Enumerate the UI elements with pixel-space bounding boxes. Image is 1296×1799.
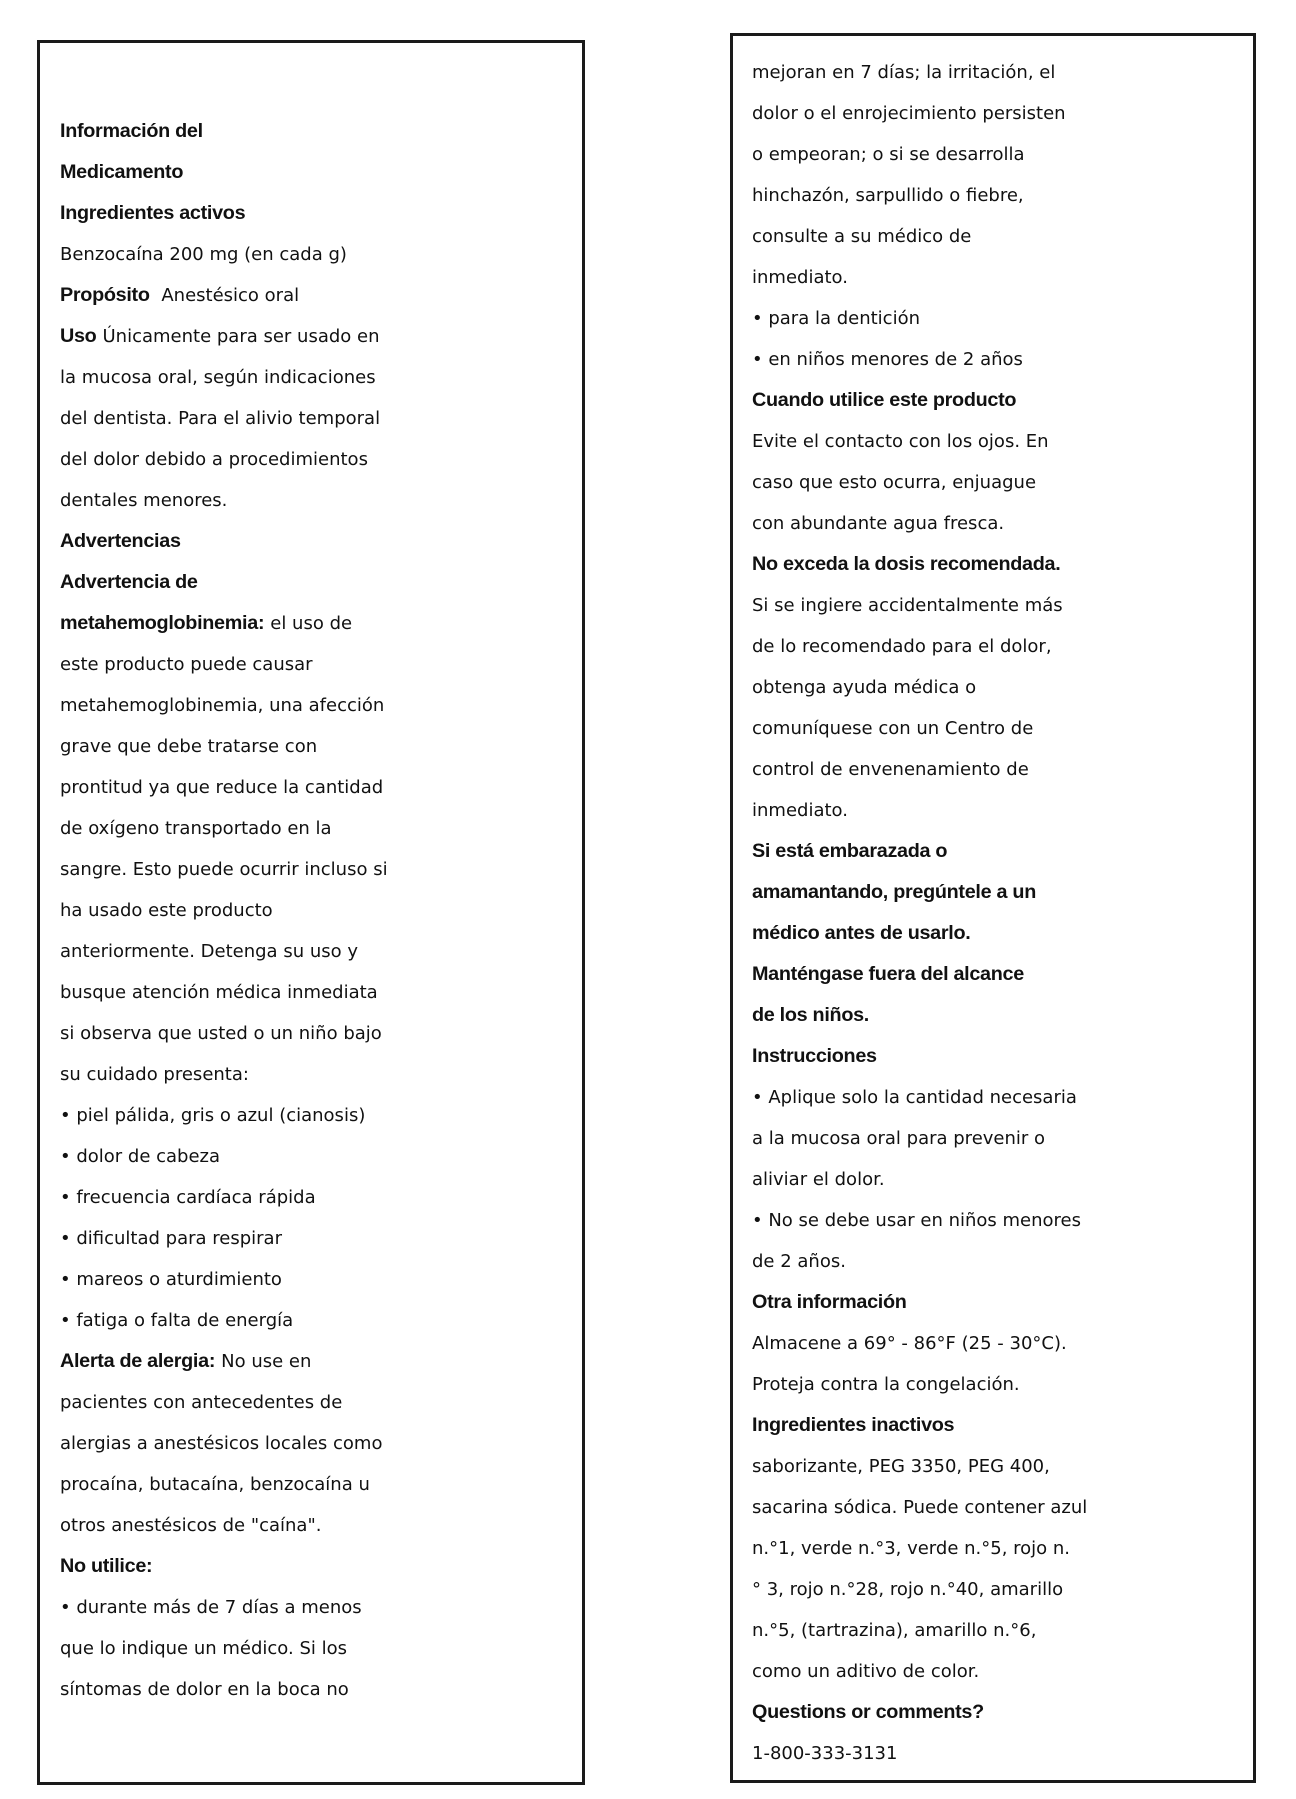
body-text: pacientes con antecedentes de <box>60 1392 343 1413</box>
body-text: el uso de <box>270 613 353 634</box>
body-text: • dolor de cabeza <box>60 1146 221 1167</box>
section-heading: de los niños. <box>752 1004 869 1026</box>
section-heading: Advertencias <box>60 530 181 552</box>
text-line <box>752 257 1253 298</box>
body-text: su cuidado presenta: <box>60 1064 249 1085</box>
section-heading: Ingredientes activos <box>60 202 246 224</box>
text-line <box>752 1528 1253 1569</box>
text-line <box>752 1569 1253 1610</box>
text-line <box>752 626 1253 667</box>
text-line <box>60 1546 582 1587</box>
body-text: de oxígeno transportado en la <box>60 818 332 839</box>
text-line <box>60 316 582 357</box>
body-text: obtenga ayuda médica o <box>752 677 977 698</box>
text-line <box>60 1300 582 1341</box>
body-text: con abundante agua fresca. <box>752 513 1005 534</box>
text-line <box>752 1692 1253 1733</box>
text-line <box>752 1651 1253 1692</box>
text-line <box>60 193 582 234</box>
text-line <box>752 421 1253 462</box>
body-text: del dentista. Para el alivio temporal <box>60 408 381 429</box>
text-line <box>752 1323 1253 1364</box>
body-text: aliviar el dolor. <box>752 1169 885 1190</box>
body-text: sangre. Esto puede ocurrir incluso si <box>60 859 388 880</box>
body-text: hinchazón, sarpullido o fiebre, <box>752 185 1024 206</box>
text-line <box>60 275 582 316</box>
text-line <box>752 462 1253 503</box>
body-text: sacarina sódica. Puede contener azul <box>752 1497 1088 1518</box>
body-text: Si se ingiere accidentalmente más <box>752 595 1063 616</box>
text-line <box>752 1487 1253 1528</box>
text-line <box>60 1464 582 1505</box>
body-text: ° 3, rojo n.°28, rojo n.°40, amarillo <box>752 1579 1064 1600</box>
text-line <box>60 1054 582 1095</box>
body-text: o empeoran; o si se desarrolla <box>752 144 1025 165</box>
body-text: síntomas de dolor en la boca no <box>60 1679 349 1700</box>
section-heading: Uso <box>60 325 97 347</box>
body-text: • mareos o aturdimiento <box>60 1269 282 1290</box>
text-line <box>752 1118 1253 1159</box>
body-text: dentales menores. <box>60 490 228 511</box>
text-line <box>752 995 1253 1036</box>
text-line <box>752 790 1253 831</box>
text-line <box>60 562 582 603</box>
text-line <box>60 152 582 193</box>
text-line <box>60 234 582 275</box>
body-text: n.°1, verde n.°3, verde n.°5, rojo n. <box>752 1538 1071 1559</box>
text-line <box>60 931 582 972</box>
text-line <box>60 1669 582 1710</box>
text-line <box>752 585 1253 626</box>
text-line <box>752 1241 1253 1282</box>
section-heading: Información del <box>60 120 203 142</box>
body-text: consulte a su médico de <box>752 226 972 247</box>
text-line <box>60 1382 582 1423</box>
text-line <box>752 872 1253 913</box>
text-line <box>60 357 582 398</box>
body-text: inmediato. <box>752 800 848 821</box>
text-line <box>60 439 582 480</box>
text-line <box>60 808 582 849</box>
body-text: ha usado este producto <box>60 900 273 921</box>
text-line <box>752 175 1253 216</box>
text-line <box>752 1446 1253 1487</box>
text-line <box>752 1364 1253 1405</box>
body-text: de 2 años. <box>752 1251 846 1272</box>
text-line <box>752 1610 1253 1651</box>
text-line <box>60 726 582 767</box>
body-text: prontitud ya que reduce la cantidad <box>60 777 384 798</box>
section-heading: No utilice: <box>60 1555 153 1577</box>
text-line <box>60 1259 582 1300</box>
body-text: mejoran en 7 días; la irritación, el <box>752 62 1056 83</box>
text-line <box>60 1177 582 1218</box>
body-text: Almacene a 69° - 86°F (25 - 30°C). <box>752 1333 1067 1354</box>
text-line <box>752 298 1253 339</box>
text-line <box>60 849 582 890</box>
body-text: • dificultad para respirar <box>60 1228 282 1249</box>
text-line <box>60 1095 582 1136</box>
text-line <box>752 831 1253 872</box>
body-text: este producto puede causar <box>60 654 313 675</box>
body-text: Únicamente para ser usado en <box>102 326 380 347</box>
text-line <box>60 603 582 644</box>
text-line <box>752 544 1253 585</box>
body-text: • Aplique solo la cantidad necesaria <box>752 1087 1077 1108</box>
text-line <box>752 749 1253 790</box>
text-line <box>60 1505 582 1546</box>
text-line <box>60 1136 582 1177</box>
text-line <box>752 913 1253 954</box>
body-text: • fatiga o falta de energía <box>60 1310 294 1331</box>
text-line <box>60 1628 582 1669</box>
body-text: Evite el contacto con los ojos. En <box>752 431 1049 452</box>
body-text: otros anestésicos de "caína". <box>60 1515 322 1536</box>
body-text: caso que esto ocurra, enjuague <box>752 472 1037 493</box>
text-line <box>752 1405 1253 1446</box>
drug-facts-right-panel <box>730 33 1256 1783</box>
section-heading: médico antes de usarlo. <box>752 922 971 944</box>
text-line <box>752 216 1253 257</box>
text-line <box>60 1423 582 1464</box>
body-text: del dolor debido a procedimientos <box>60 449 368 470</box>
section-heading: No exceda la dosis recomendada. <box>752 553 1061 575</box>
body-text: Anestésico oral <box>155 285 300 306</box>
body-text: • para la dentición <box>752 308 920 329</box>
text-line <box>752 1159 1253 1200</box>
body-text: 1-800-333-3131 <box>752 1743 898 1764</box>
body-text: metahemoglobinemia, una afección <box>60 695 385 716</box>
body-text: Benzocaína 200 mg (en cada g) <box>60 244 347 265</box>
body-text: busque atención médica inmediata <box>60 982 378 1003</box>
body-text: • frecuencia cardíaca rápida <box>60 1187 316 1208</box>
text-line <box>60 972 582 1013</box>
section-heading: metahemoglobinemia: <box>60 612 265 634</box>
body-text: a la mucosa oral para prevenir o <box>752 1128 1046 1149</box>
section-heading: Advertencia de <box>60 571 198 593</box>
text-line <box>752 134 1253 175</box>
text-line <box>60 398 582 439</box>
text-line <box>752 503 1253 544</box>
drug-facts-left-panel <box>37 40 585 1785</box>
text-line <box>60 521 582 562</box>
section-heading: Instrucciones <box>752 1045 877 1067</box>
text-line <box>60 1587 582 1628</box>
body-text: • en niños menores de 2 años <box>752 349 1023 370</box>
section-heading: Propósito <box>60 284 150 306</box>
section-heading: Medicamento <box>60 161 184 183</box>
text-line <box>60 111 582 152</box>
text-line <box>60 685 582 726</box>
text-line <box>60 480 582 521</box>
body-text: de lo recomendado para el dolor, <box>752 636 1052 657</box>
body-text: inmediato. <box>752 267 848 288</box>
text-line <box>752 708 1253 749</box>
body-text: grave que debe tratarse con <box>60 736 318 757</box>
body-text: que lo indique un médico. Si los <box>60 1638 347 1659</box>
body-text: • No se debe usar en niños menores <box>752 1210 1081 1231</box>
body-text: Proteja contra la congelación. <box>752 1374 1020 1395</box>
section-heading: Ingredientes inactivos <box>752 1414 955 1436</box>
body-text: alergias a anestésicos locales como <box>60 1433 383 1454</box>
text-line <box>60 1218 582 1259</box>
body-text: si observa que usted o un niño bajo <box>60 1023 382 1044</box>
body-text: dolor o el enrojecimiento persisten <box>752 103 1066 124</box>
section-heading: Cuando utilice este producto <box>752 389 1017 411</box>
text-line <box>752 52 1253 93</box>
text-line <box>60 1013 582 1054</box>
text-line <box>752 667 1253 708</box>
text-line <box>752 339 1253 380</box>
text-line <box>60 767 582 808</box>
text-line <box>752 380 1253 421</box>
text-line <box>752 1200 1253 1241</box>
text-line <box>60 890 582 931</box>
section-heading: amamantando, pregúntele a un <box>752 881 1036 903</box>
text-line <box>752 1077 1253 1118</box>
body-text: como un aditivo de color. <box>752 1661 980 1682</box>
body-text: anteriormente. Detenga su uso y <box>60 941 358 962</box>
section-heading: Questions or comments? <box>752 1701 984 1723</box>
body-text: procaína, butacaína, benzocaína u <box>60 1474 370 1495</box>
section-heading: Si está embarazada o <box>752 840 948 862</box>
section-heading: Otra información <box>752 1291 907 1313</box>
text-line <box>60 1341 582 1382</box>
text-line <box>752 954 1253 995</box>
body-text: • durante más de 7 días a menos <box>60 1597 362 1618</box>
text-line <box>752 1036 1253 1077</box>
body-text: la mucosa oral, según indicaciones <box>60 367 376 388</box>
body-text: saborizante, PEG 3350, PEG 400, <box>752 1456 1050 1477</box>
section-heading: Manténgase fuera del alcance <box>752 963 1024 985</box>
text-line <box>752 93 1253 134</box>
body-text: control de envenenamiento de <box>752 759 1029 780</box>
text-line <box>60 644 582 685</box>
text-line <box>752 1282 1253 1323</box>
body-text: comuníquese con un Centro de <box>752 718 1034 739</box>
section-heading: Alerta de alergia: <box>60 1350 216 1372</box>
body-text: n.°5, (tartrazina), amarillo n.°6, <box>752 1620 1037 1641</box>
text-line <box>752 1733 1253 1774</box>
body-text: No use en <box>221 1351 312 1372</box>
body-text: • piel pálida, gris o azul (cianosis) <box>60 1105 366 1126</box>
